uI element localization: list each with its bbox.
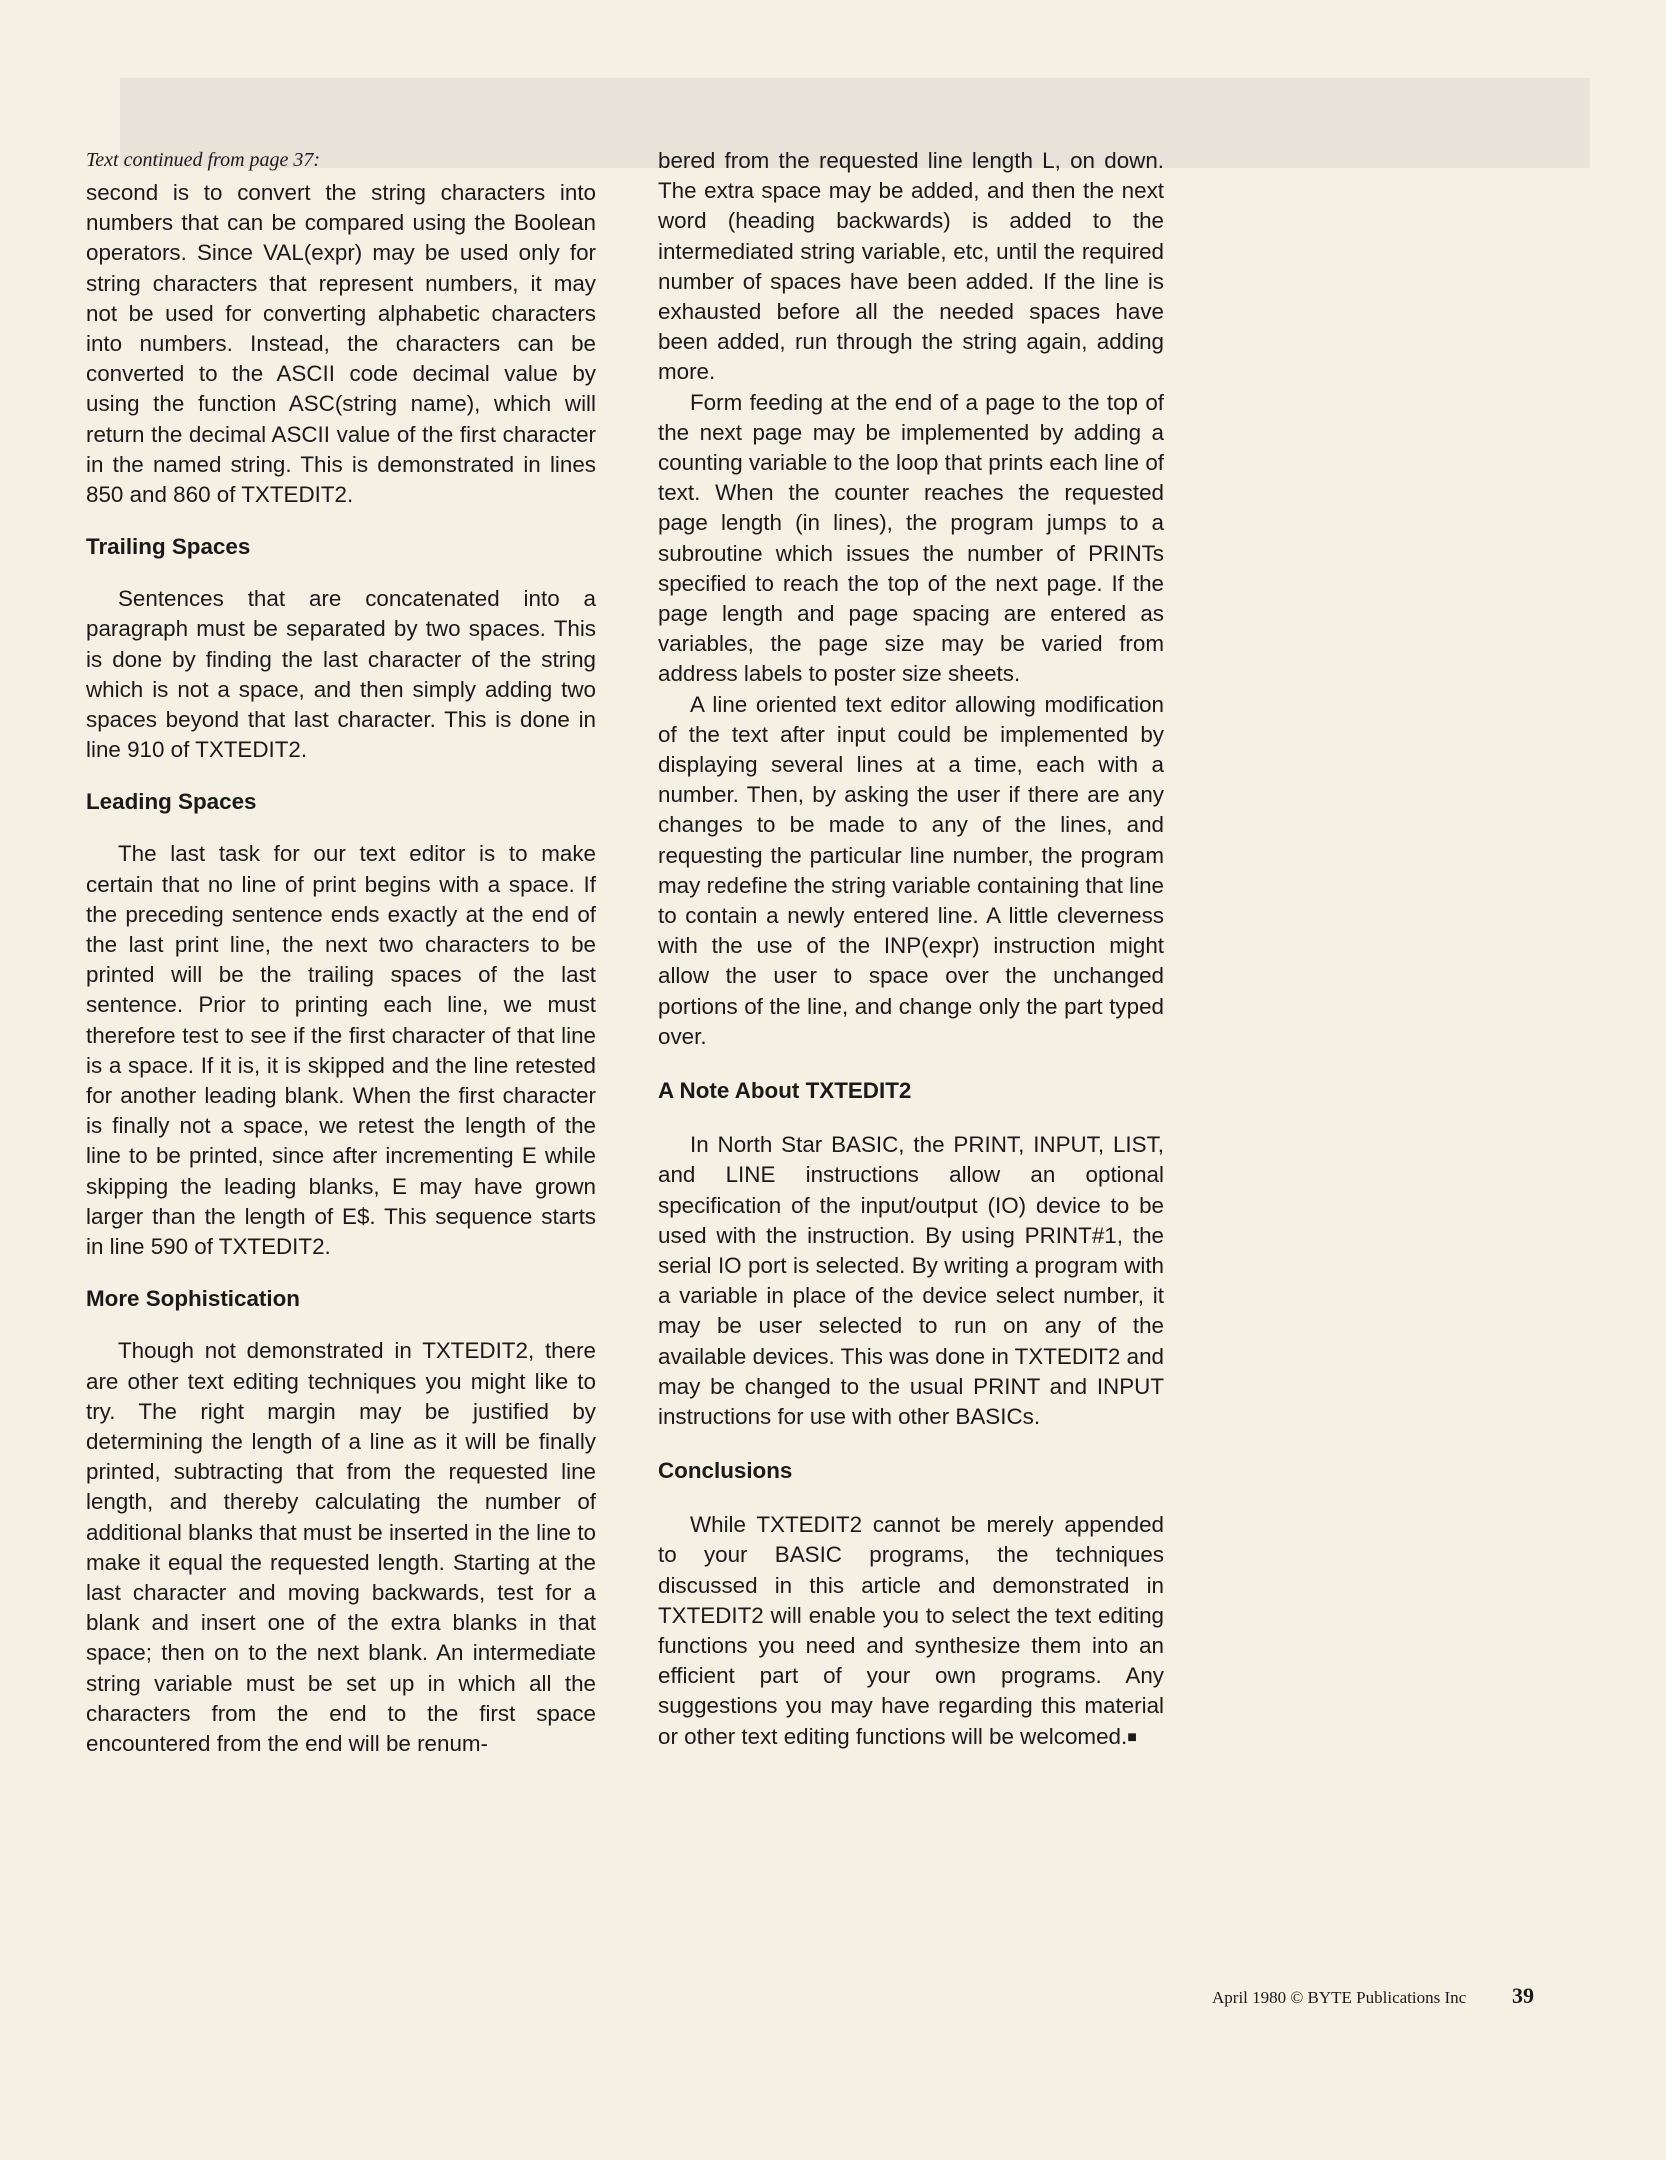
- end-mark-icon: ■: [1127, 1728, 1137, 1746]
- intro-paragraph: second is to convert the string characters into numbers that can be compared using the Boolean operators. Since VAL(expr) may be used only for string characters that represent numbers, it may not be used for converting alphabetic characters into numbers. Instead, the characters can be converted to the ASCII code decimal value by using the function ASC(string name), which will return the decimal ASCII value of the first character in the named string. This is demonstrated in lines 850 and 860 of TXTEDIT2.: [86, 180, 596, 508]
- page-number: 39: [1512, 1983, 1534, 2008]
- trailing-spaces-paragraph: Sentences that are concatenated into a paragraph must be separated by two spaces. This is done by finding the last character of the string which is not a space, and then simply adding two spaces beyond that last character. This is done in line 910 of TXTEDIT2.: [86, 586, 596, 763]
- conclusions-paragraph: [658, 1510, 1164, 1753]
- continued-note: Text continued from page 37:: [86, 149, 321, 171]
- form-feed-paragraph: Form feeding at the end of a page to the top of the next page may be implemented by adding a counting variable to the loop that prints each line of text. When the counter reaches the requested page length (in lines), the program jumps to a subroutine which issues the number of PRINTs specified to reach the top of the next page. If the page length and page spacing are entered as variables, the page size may be varied from address labels to poster size sheets.: [658, 389, 1164, 687]
- leading-spaces-heading: Leading Spaces: [86, 789, 257, 815]
- line-editor-paragraph: A line oriented text editor allowing modification of the text after input could be implemented by displaying several lines at a time, each with a number. Then, by asking the user if there are any changes to be made to any of the lines, and requesting the particular line number, the program may redefine the string variable containing that line to contain a newly entered line. A little cleverness with the use of the INP(expr) instruction might allow the user to space over the unchanged portions of the line, and change only the part typed over.: [658, 691, 1164, 1049]
- conclusions-text: While TXTEDIT2 cannot be merely appended to your BASIC programs, the techniques discussed in this article and demonstrated in TXTEDIT2 will enable you to select the text editing functions you need and synthesize them into an efficient part of your own programs. Any suggestions you may have regarding this material or other text editing functions will be welcomed.: [658, 1512, 1164, 1749]
- continuation-paragraph: bered from the requested line length L, on down. The extra space may be added, and then the next word (heading backwards) is added to the intermediated string variable, etc, until the required number of spaces have been added. If the line is exhausted before all the needed spaces have been added, run through the string again, adding more.: [658, 148, 1164, 385]
- note-paragraph: In North Star BASIC, the PRINT, INPUT, LIST, and LINE instructions allow an optional specification of the input/output (IO) device to be used with the instruction. By using PRINT#1, the serial IO port is selected. By writing a program with a variable in place of the device select number, it may be user selected to run on any of the available devices. This was done in TXTEDIT2 and may be changed to the usual PRINT and INPUT instructions for use with other BASICs.: [658, 1132, 1164, 1429]
- note-heading: A Note About TXTEDIT2: [658, 1078, 912, 1104]
- sophistication-heading: More Sophistication: [86, 1286, 300, 1312]
- trailing-spaces-heading: Trailing Spaces: [86, 534, 251, 560]
- leading-spaces-paragraph: The last task for our text editor is to make certain that no line of print begins with a space. If the preceding sentence ends exactly at the end of the last print line, the next two characters to be printed will be the trailing spaces of the last sentence. Prior to printing each line, we must therefore test to see if the first character of that line is a space. If it is, it is skipped and the line retested for another leading blank. When the first character is finally not a space, we retest the length of the line to be printed, since after incrementing E while skipping the leading blanks, E may have grown larger than the length of E$. This sequence starts in line 590 of TXTEDIT2.: [86, 841, 596, 1260]
- conclusions-heading: Conclusions: [658, 1458, 793, 1484]
- footer-credit: April 1980 © BYTE Publications Inc: [1212, 1988, 1467, 2007]
- right-column: [658, 146, 1164, 1753]
- left-column: [86, 146, 596, 1759]
- sophistication-paragraph: Though not demonstrated in TXTEDIT2, there are other text editing techniques you might like to try. The right margin may be justified by determining the length of a line as it will be finally printed, subtracting that from the requested line length, and thereby calculating the number of additional blanks that must be inserted in the line to make it equal the requested length. Starting at the last character and moving backwards, test for a blank and insert one of the extra blanks in that space; then on to the next blank. An intermediate string variable must be set up in which all the characters from the end to the first space encountered from the end will be renum-: [86, 1338, 596, 1756]
